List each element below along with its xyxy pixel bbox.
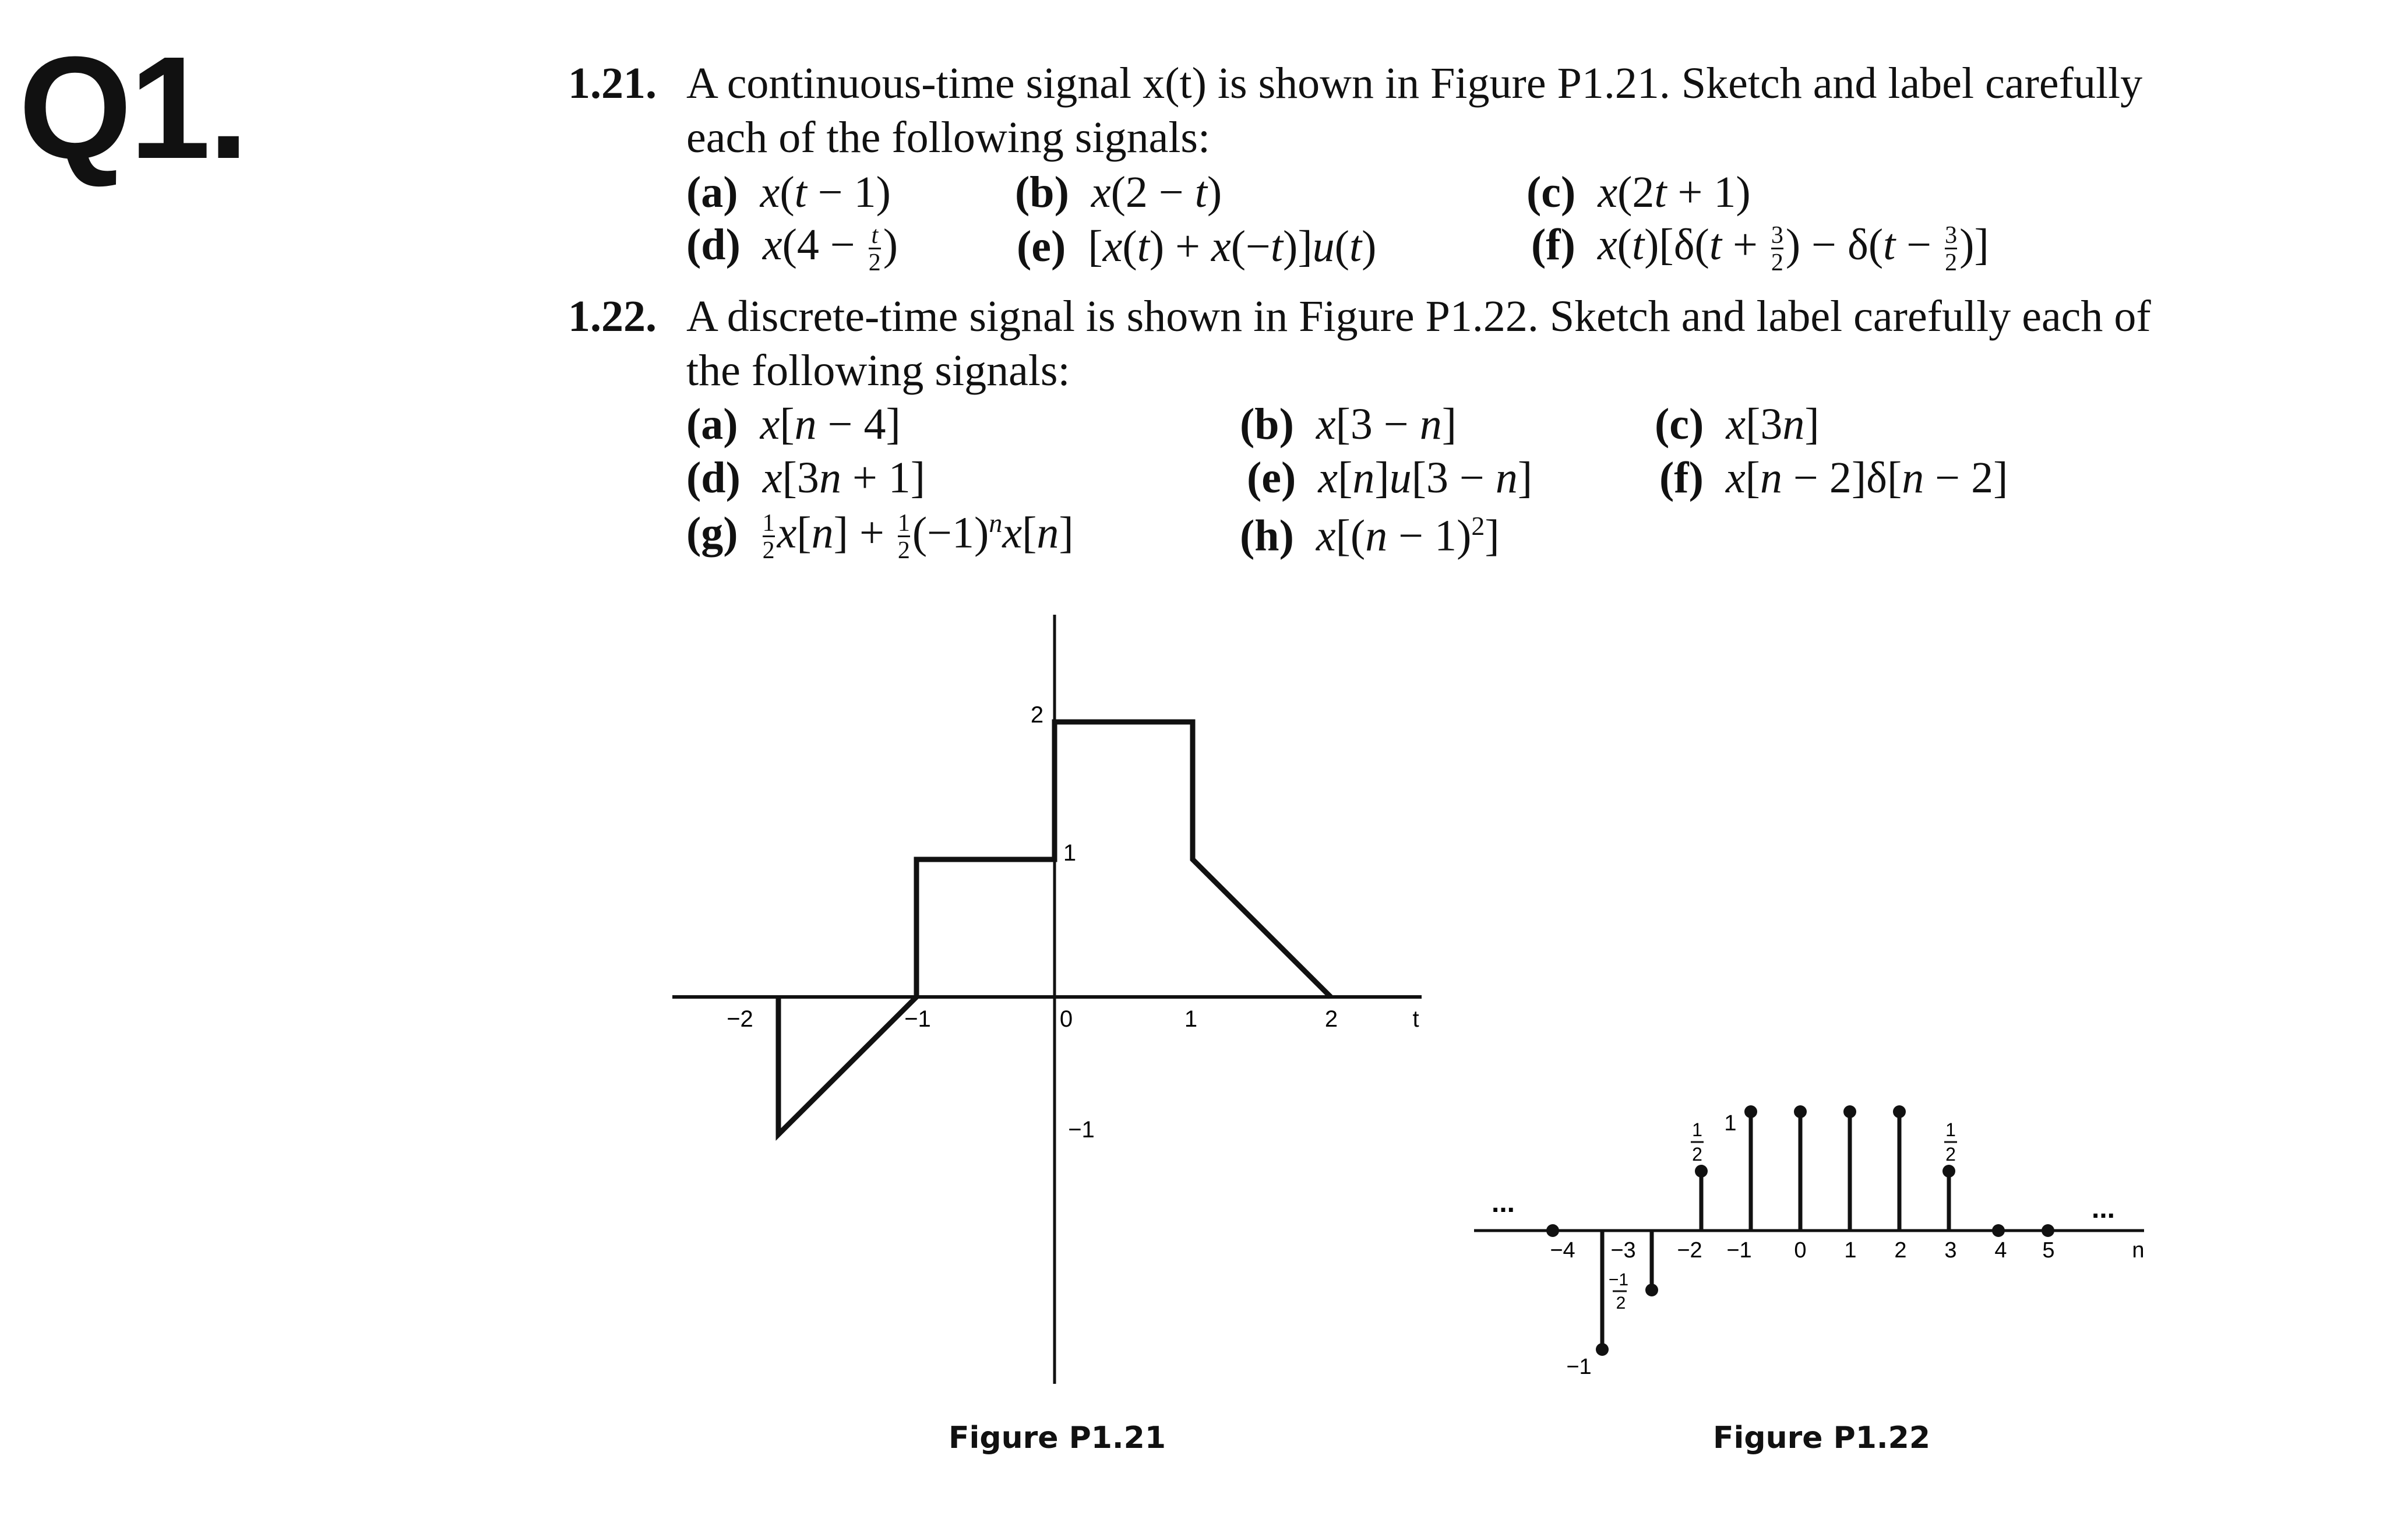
value-label-neg-half	[1609, 1270, 1628, 1313]
heading-q1: Q1.	[19, 26, 246, 189]
ellipsis-right: ...	[2091, 1193, 2116, 1224]
stem-point-n0	[1794, 1105, 1807, 1118]
tick-label-n-5: 5	[2042, 1238, 2055, 1263]
tick-label-y-2: 2	[1030, 702, 1044, 728]
p122-item-b: (b) x[3 − n]	[1240, 400, 1457, 449]
problem-1-22-line2: the following signals:	[686, 346, 1070, 395]
caption-figure-p1-22: Figure P1.22	[1713, 1421, 1931, 1455]
tick-label-n-4: 4	[1994, 1238, 2007, 1263]
svg-text:1: 1	[1945, 1119, 1956, 1140]
p121-item-e: (e) [x(t) + x(−t)]u(t)	[1017, 222, 1377, 271]
value-label-neg-one: −1	[1566, 1355, 1592, 1379]
tick-label-t-neg2: −2	[727, 1006, 753, 1032]
value-label-half-right	[1944, 1119, 1957, 1165]
p122-item-c: (c) x[3n]	[1655, 400, 1820, 449]
p122-item-g: (g) $\frac{1}{2}$ x[n] + $\frac{1}{2}$ $(-1)^nx[n]$	[686, 508, 1074, 565]
tick-label-t-neg1: −1	[904, 1006, 931, 1032]
svg-text:2: 2	[1945, 1144, 1956, 1165]
p122-item-f: (f) x[n − 2]δ[n − 2]	[1659, 453, 2008, 502]
tick-label-y-1: 1	[1063, 840, 1077, 866]
stem-point-n4	[1992, 1224, 2005, 1237]
figure-p1-22	[1457, 1095, 2185, 1398]
problem-1-22-number: 1.22.	[568, 292, 657, 341]
value-label-half-left	[1691, 1119, 1704, 1165]
tick-label-n-neg1: −1	[1726, 1238, 1752, 1263]
stem-point-n2	[1893, 1105, 1906, 1118]
stem-point-n5	[2042, 1224, 2054, 1237]
tick-label-n-0: 0	[1794, 1238, 1807, 1263]
p121-item-d: (d) x(4 − $\frac{t}{2}$ )	[686, 220, 898, 277]
tick-label-n-neg3: −3	[1610, 1238, 1636, 1263]
stem-point-n3	[1942, 1165, 1955, 1178]
problem-1-21-number: 1.21.	[568, 59, 657, 108]
axis-label-t: t	[1412, 1006, 1419, 1032]
svg-text:2: 2	[1616, 1294, 1626, 1313]
tick-label-t-0: 0	[1059, 1006, 1073, 1032]
problem-1-21-line1: A continuous-time signal x(t) is shown in Figure P1.21. Sketch and label carefully	[686, 59, 2143, 108]
p122-item-e: (e) x[n]u[3 − n]	[1247, 453, 1533, 502]
p121-item-a: (a) x(t − 1)	[686, 168, 891, 217]
svg-text:1: 1	[1692, 1119, 1702, 1140]
tick-label-t-2: 2	[1324, 1006, 1338, 1032]
stem-point-n-3	[1645, 1284, 1658, 1296]
p121-item-b: (b) x(2 − t)	[1015, 168, 1222, 217]
p121-item-c: (c) x(2t + 1)	[1526, 168, 1751, 217]
axis-label-n: n	[2132, 1238, 2145, 1263]
tick-label-n-1: 1	[1844, 1238, 1857, 1263]
stem-point-n-2	[1695, 1165, 1708, 1178]
tick-label-n-2: 2	[1894, 1238, 1907, 1263]
value-label-one: 1	[1724, 1111, 1737, 1136]
tick-label-t-1: 1	[1184, 1006, 1198, 1032]
stem-point-n1	[1843, 1105, 1856, 1118]
problem-1-22-line1: A discrete-time signal is shown in Figure P1.22. Sketch and label carefully each of	[686, 292, 2151, 341]
figure-p1-21	[641, 600, 1457, 1404]
tick-label-y-neg1: −1	[1068, 1117, 1095, 1143]
stem-point-n-4	[1596, 1343, 1609, 1356]
svg-text:−1: −1	[1608, 1270, 1629, 1289]
ellipsis-left: ...	[1491, 1187, 1515, 1218]
problem-1-21-line2: each of the following signals:	[686, 113, 1211, 162]
p121-item-f: (f) x(t)[δ(t + $\frac{3}{2}$ ) − δ(t − $\frac{3}{2}$ )]	[1531, 220, 1989, 277]
svg-text:2: 2	[1692, 1144, 1702, 1165]
tick-label-n-neg4: −4	[1550, 1238, 1575, 1263]
tick-label-n-neg2: −2	[1677, 1238, 1702, 1263]
stem-point-n-5	[1546, 1224, 1559, 1237]
p122-item-a: (a) x[n − 4]	[686, 400, 901, 449]
tick-label-n-3: 3	[1944, 1238, 1957, 1263]
p122-item-d: (d) x[3n + 1]	[686, 453, 926, 502]
caption-figure-p1-21: Figure P1.21	[949, 1421, 1166, 1455]
stem-point-n-1	[1744, 1105, 1757, 1118]
p122-item-h: (h) $x[(n - 1)^2]$	[1240, 511, 1500, 561]
